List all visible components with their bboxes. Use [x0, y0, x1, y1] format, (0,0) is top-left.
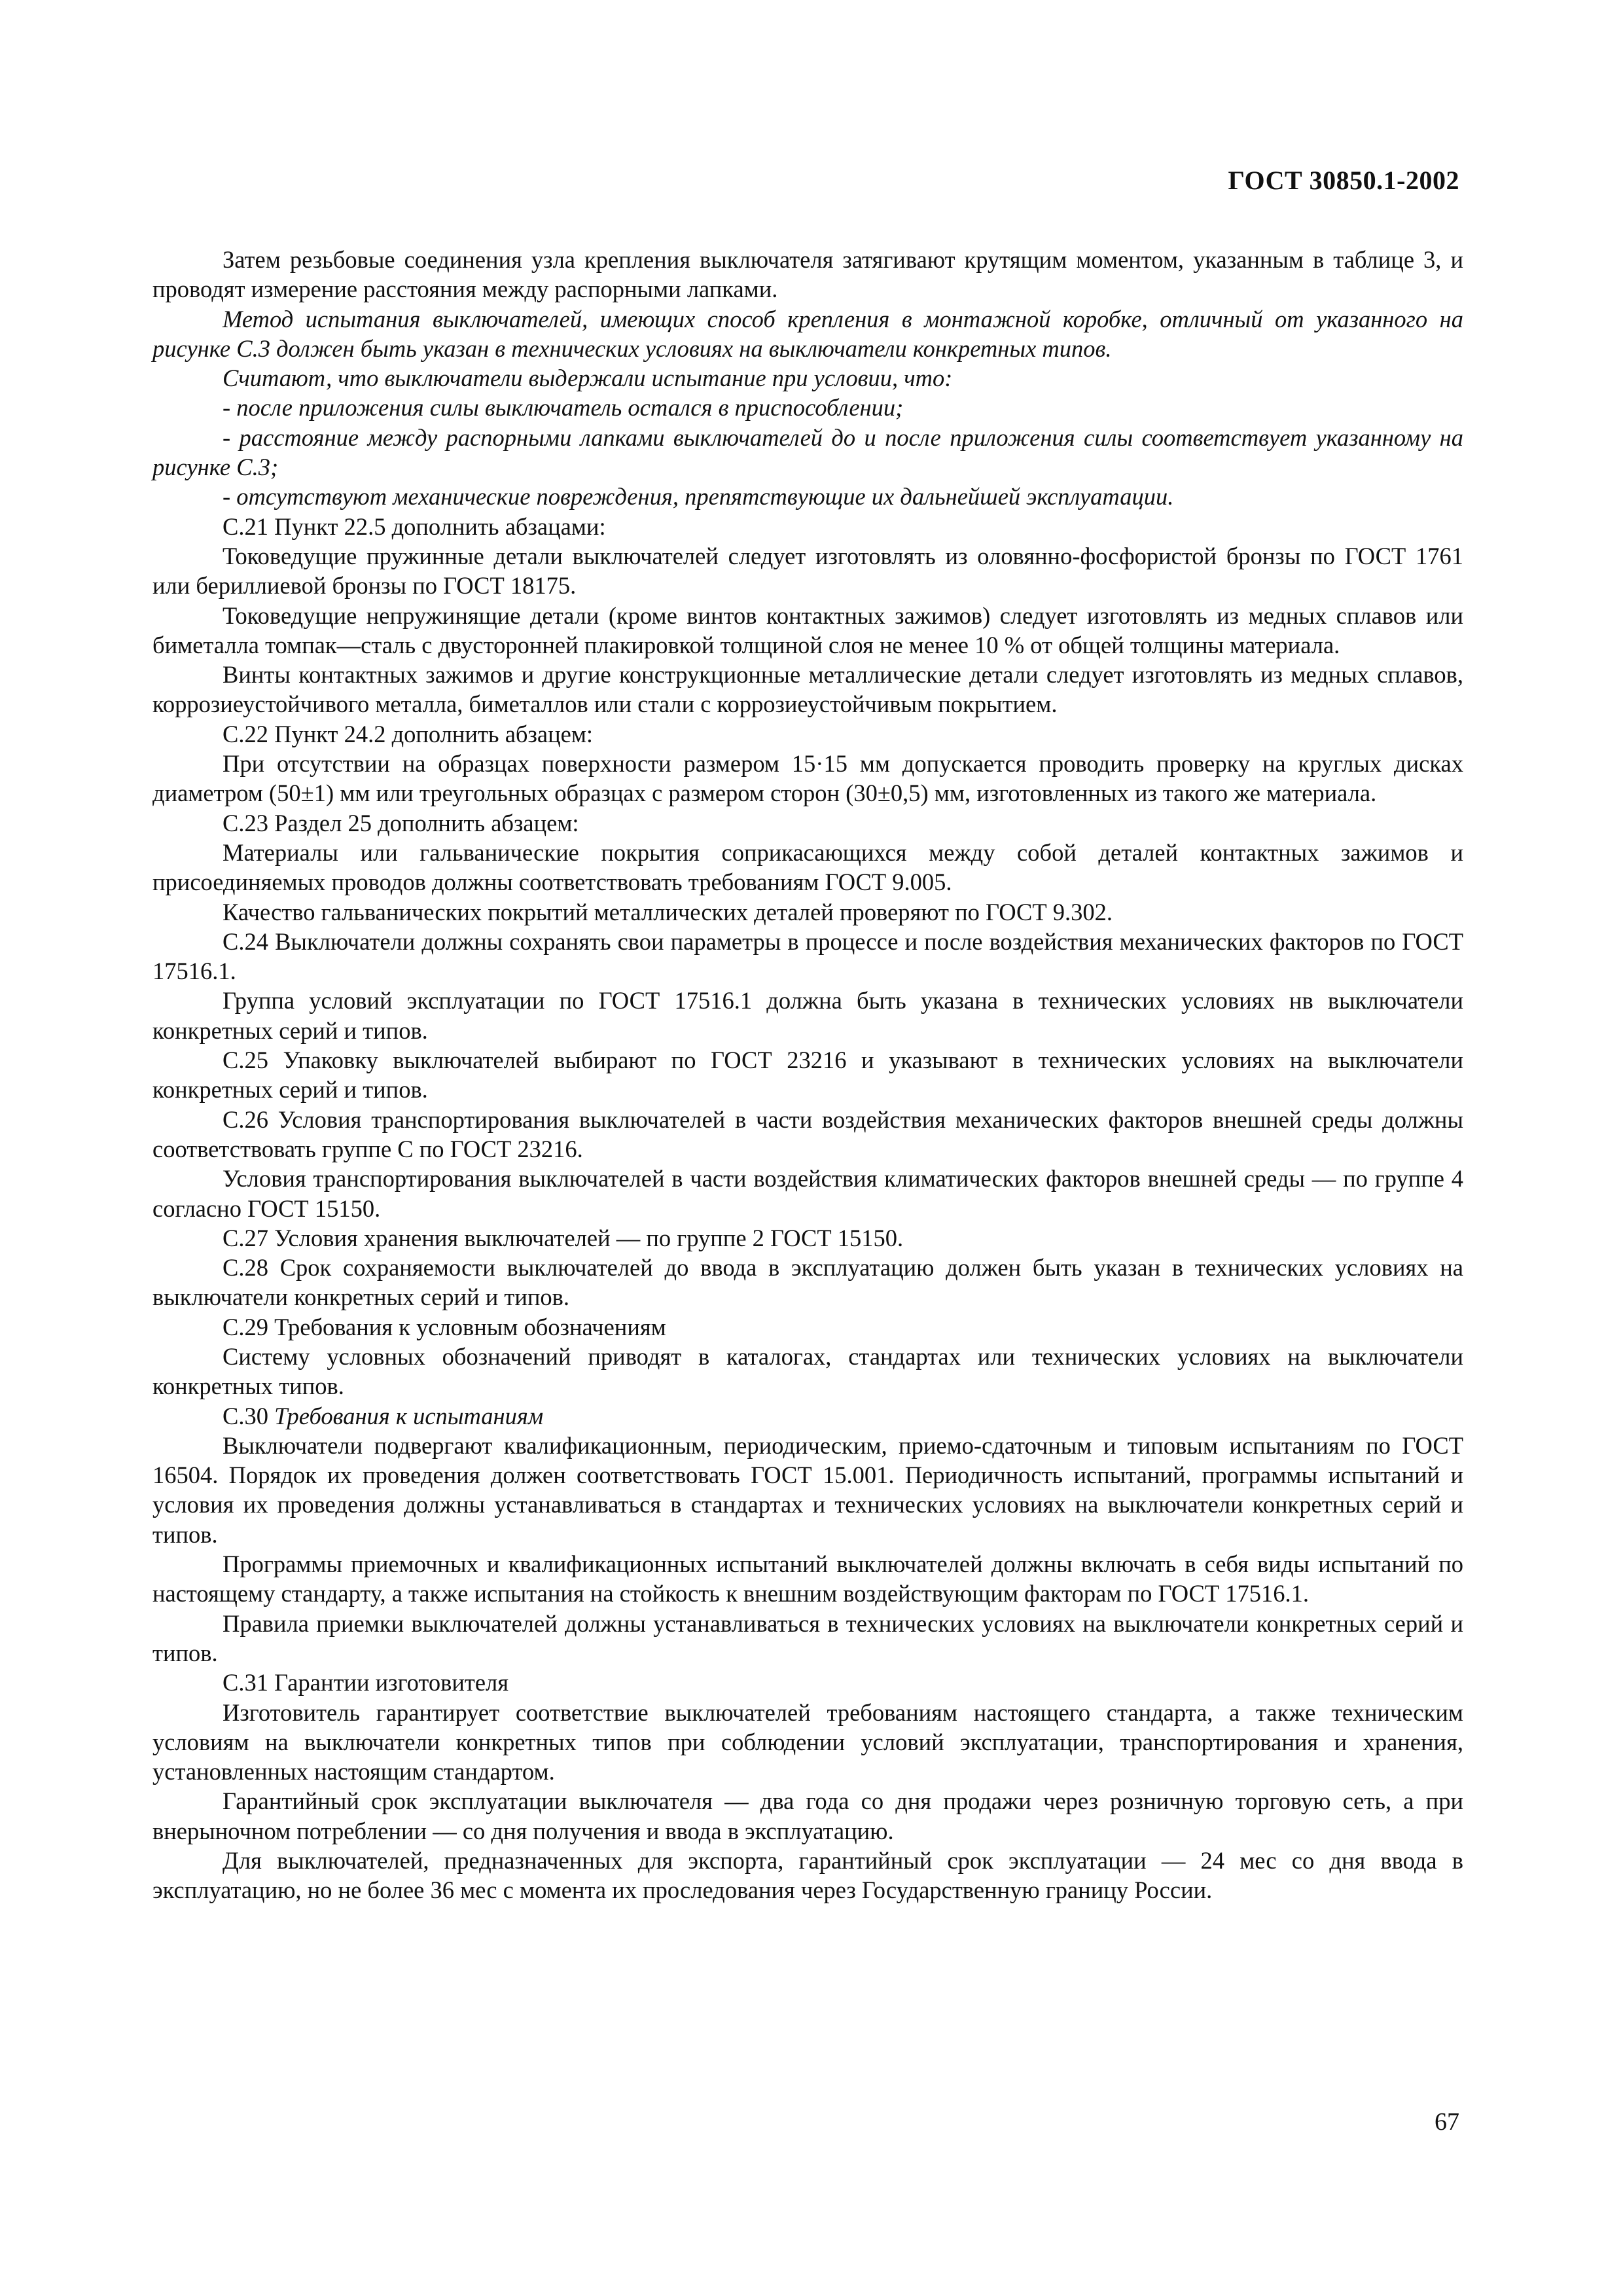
paragraph: С.25 Упаковку выключателей выбирают по ГОСТ 23216 и указывают в технических условиях на выключатели конкретных серий и типов.	[152, 1047, 1463, 1103]
paragraph: Токоведущие непружинящие детали (кроме винтов контактных зажимов) следует изготовлять из медных сплавов или биметалла томпак—сталь с двусторонней плакировкой толщиной слоя не менее 10 % от общей толщины материала.	[152, 601, 1463, 658]
section-heading	[152, 1401, 1463, 1431]
paragraph: Гарантийный срок эксплуатации выключателя — два года со дня продажи через розничную торговую сеть, а при внерыночном потреблении — со дня получения и ввода в эксплуатацию.	[152, 1787, 1463, 1844]
paragraph: С.24 Выключатели должны сохранять свои параметры в процессе и после воздействия механических факторов по ГОСТ 17516.1.	[152, 927, 1463, 985]
paragraph: Качество гальванических покрытий металлических деталей проверяют по ГОСТ 9.302.	[223, 898, 1113, 925]
section-number: С.30	[223, 1402, 268, 1429]
section-heading: С.29 Требования к условным обозначениям	[223, 1313, 666, 1340]
paragraph: Материалы или гальванические покрытия соприкасающихся между собой деталей контактных зажимов и присоединяемых проводов должны соответствовать требованиям ГОСТ 9.005.	[152, 838, 1463, 896]
paragraph: С.28 Срок сохраняемости выключателей до ввода в эксплуатацию должен быть указан в технических условиях на выключатели конкретных серий и типов.	[152, 1254, 1463, 1311]
paragraph: Изготовитель гарантирует соответствие выключателей требованиям настоящего стандарта, а также техническим условиям на выключатели конкретных типов при соблюдении условий эксплуатации, транспортирования и хранения, установленных настоящим стандартом.	[152, 1698, 1463, 1785]
document-code-header: ГОСТ 30850.1-2002	[1228, 166, 1459, 195]
paragraph: Группа условий эксплуатации по ГОСТ 17516.1 должна быть указана в технических условиях нв выключатели конкретных серий и типов.	[152, 987, 1463, 1044]
page-number: 67	[1435, 2108, 1459, 2136]
paragraph: Для выключателей, предназначенных для экспорта, гарантийный срок эксплуатации — 24 мес со дня ввода в эксплуатацию, но не более 36 мес с момента их проследования через Государственную границу России.	[152, 1847, 1463, 1904]
paragraph: Считают, что выключатели выдержали испытание при условии, что:	[223, 365, 953, 392]
paragraph: Затем резьбовые соединения узла крепления выключателя затягивают крутящим моментом, указанным в таблице 3, и проводят измерение расстояния между распорными лапками.	[152, 246, 1463, 303]
paragraph: Правила приемки выключателей должны устанавливаться в технических условиях на выключатели конкретных серий и типов.	[152, 1609, 1463, 1666]
paragraph: Выключатели подвергают квалификационным, периодическим, приемо-сдаточным и типовым испытаниям по ГОСТ 16504. Порядок их проведения должен соответствовать ГОСТ 15.001. Периодичность испытаний, программы испытаний и условия их проведения должны устанавливаться в стандартах и технических условиях на выключатели конкретных серий и типов.	[152, 1431, 1463, 1548]
paragraph: С.27 Условия хранения выключателей — по группе 2 ГОСТ 15150.	[223, 1224, 904, 1251]
section-heading: С.21 Пункт 22.5 дополнить абзацами:	[223, 512, 606, 540]
paragraph: При отсутствии на образцах поверхности размером 15·15 мм допускается проводить проверку на круглых дисках диаметром (50±1) мм или треугольных образцах с размером сторон (30±0,5) мм, изготовленных из такого же материала.	[152, 750, 1463, 807]
paragraph: Токоведущие пружинные детали выключателей следует изготовлять из оловянно-фосфористой бронзы по ГОСТ 1761 или бериллиевой бронзы по ГОСТ 18175.	[152, 542, 1463, 600]
paragraph: С.26 Условия транспортирования выключателей в части воздействия механических факторов внешней среды должны соответствовать группе С по ГОСТ 23216.	[152, 1105, 1463, 1162]
paragraph: Условия транспортирования выключателей в части воздействия климатических факторов внешней среды — по группе 4 согласно ГОСТ 15150.	[152, 1165, 1463, 1222]
paragraph: Программы приемочных и квалификационных испытаний выключателей должны включать в себя виды испытаний по настоящему стандарту, а также испытания на стойкость к внешним воздействующим факторам по ГОСТ 17516.1.	[152, 1551, 1463, 1607]
list-item: - отсутствуют механические повреждения, препятствующие их дальнейшей эксплуатации.	[223, 483, 1174, 511]
list-item: - расстояние между распорными лапками выключателей до и после приложения силы соответствует указанному на рисунке С.3;	[152, 423, 1463, 481]
list-item: - после приложения силы выключатель остался в приспособлении;	[223, 394, 904, 422]
paragraph: Метод испытания выключателей, имеющих способ крепления в монтажной коробке, отличный от указанного на рисунке С.3 должен быть указан в технических условиях на выключатели конкретных типов.	[152, 305, 1463, 362]
section-heading: С.31 Гарантии изготовителя	[223, 1669, 509, 1696]
paragraph: Систему условных обозначений приводят в каталогах, стандартах или технических условиях на выключатели конкретных типов.	[152, 1342, 1463, 1400]
document-body	[152, 245, 1463, 1905]
paragraph: Винты контактных зажимов и другие конструкционные металлические детали следует изготовлять из медных сплавов, коррозиеустойчивого металла, биметаллов или стали с коррозиеустойчивым покрытием.	[152, 661, 1463, 718]
section-heading: С.23 Раздел 25 дополнить абзацем:	[223, 809, 579, 836]
section-heading: С.22 Пункт 24.2 дополнить абзацем:	[223, 720, 594, 747]
section-title: Требования к испытаниям	[274, 1402, 544, 1429]
